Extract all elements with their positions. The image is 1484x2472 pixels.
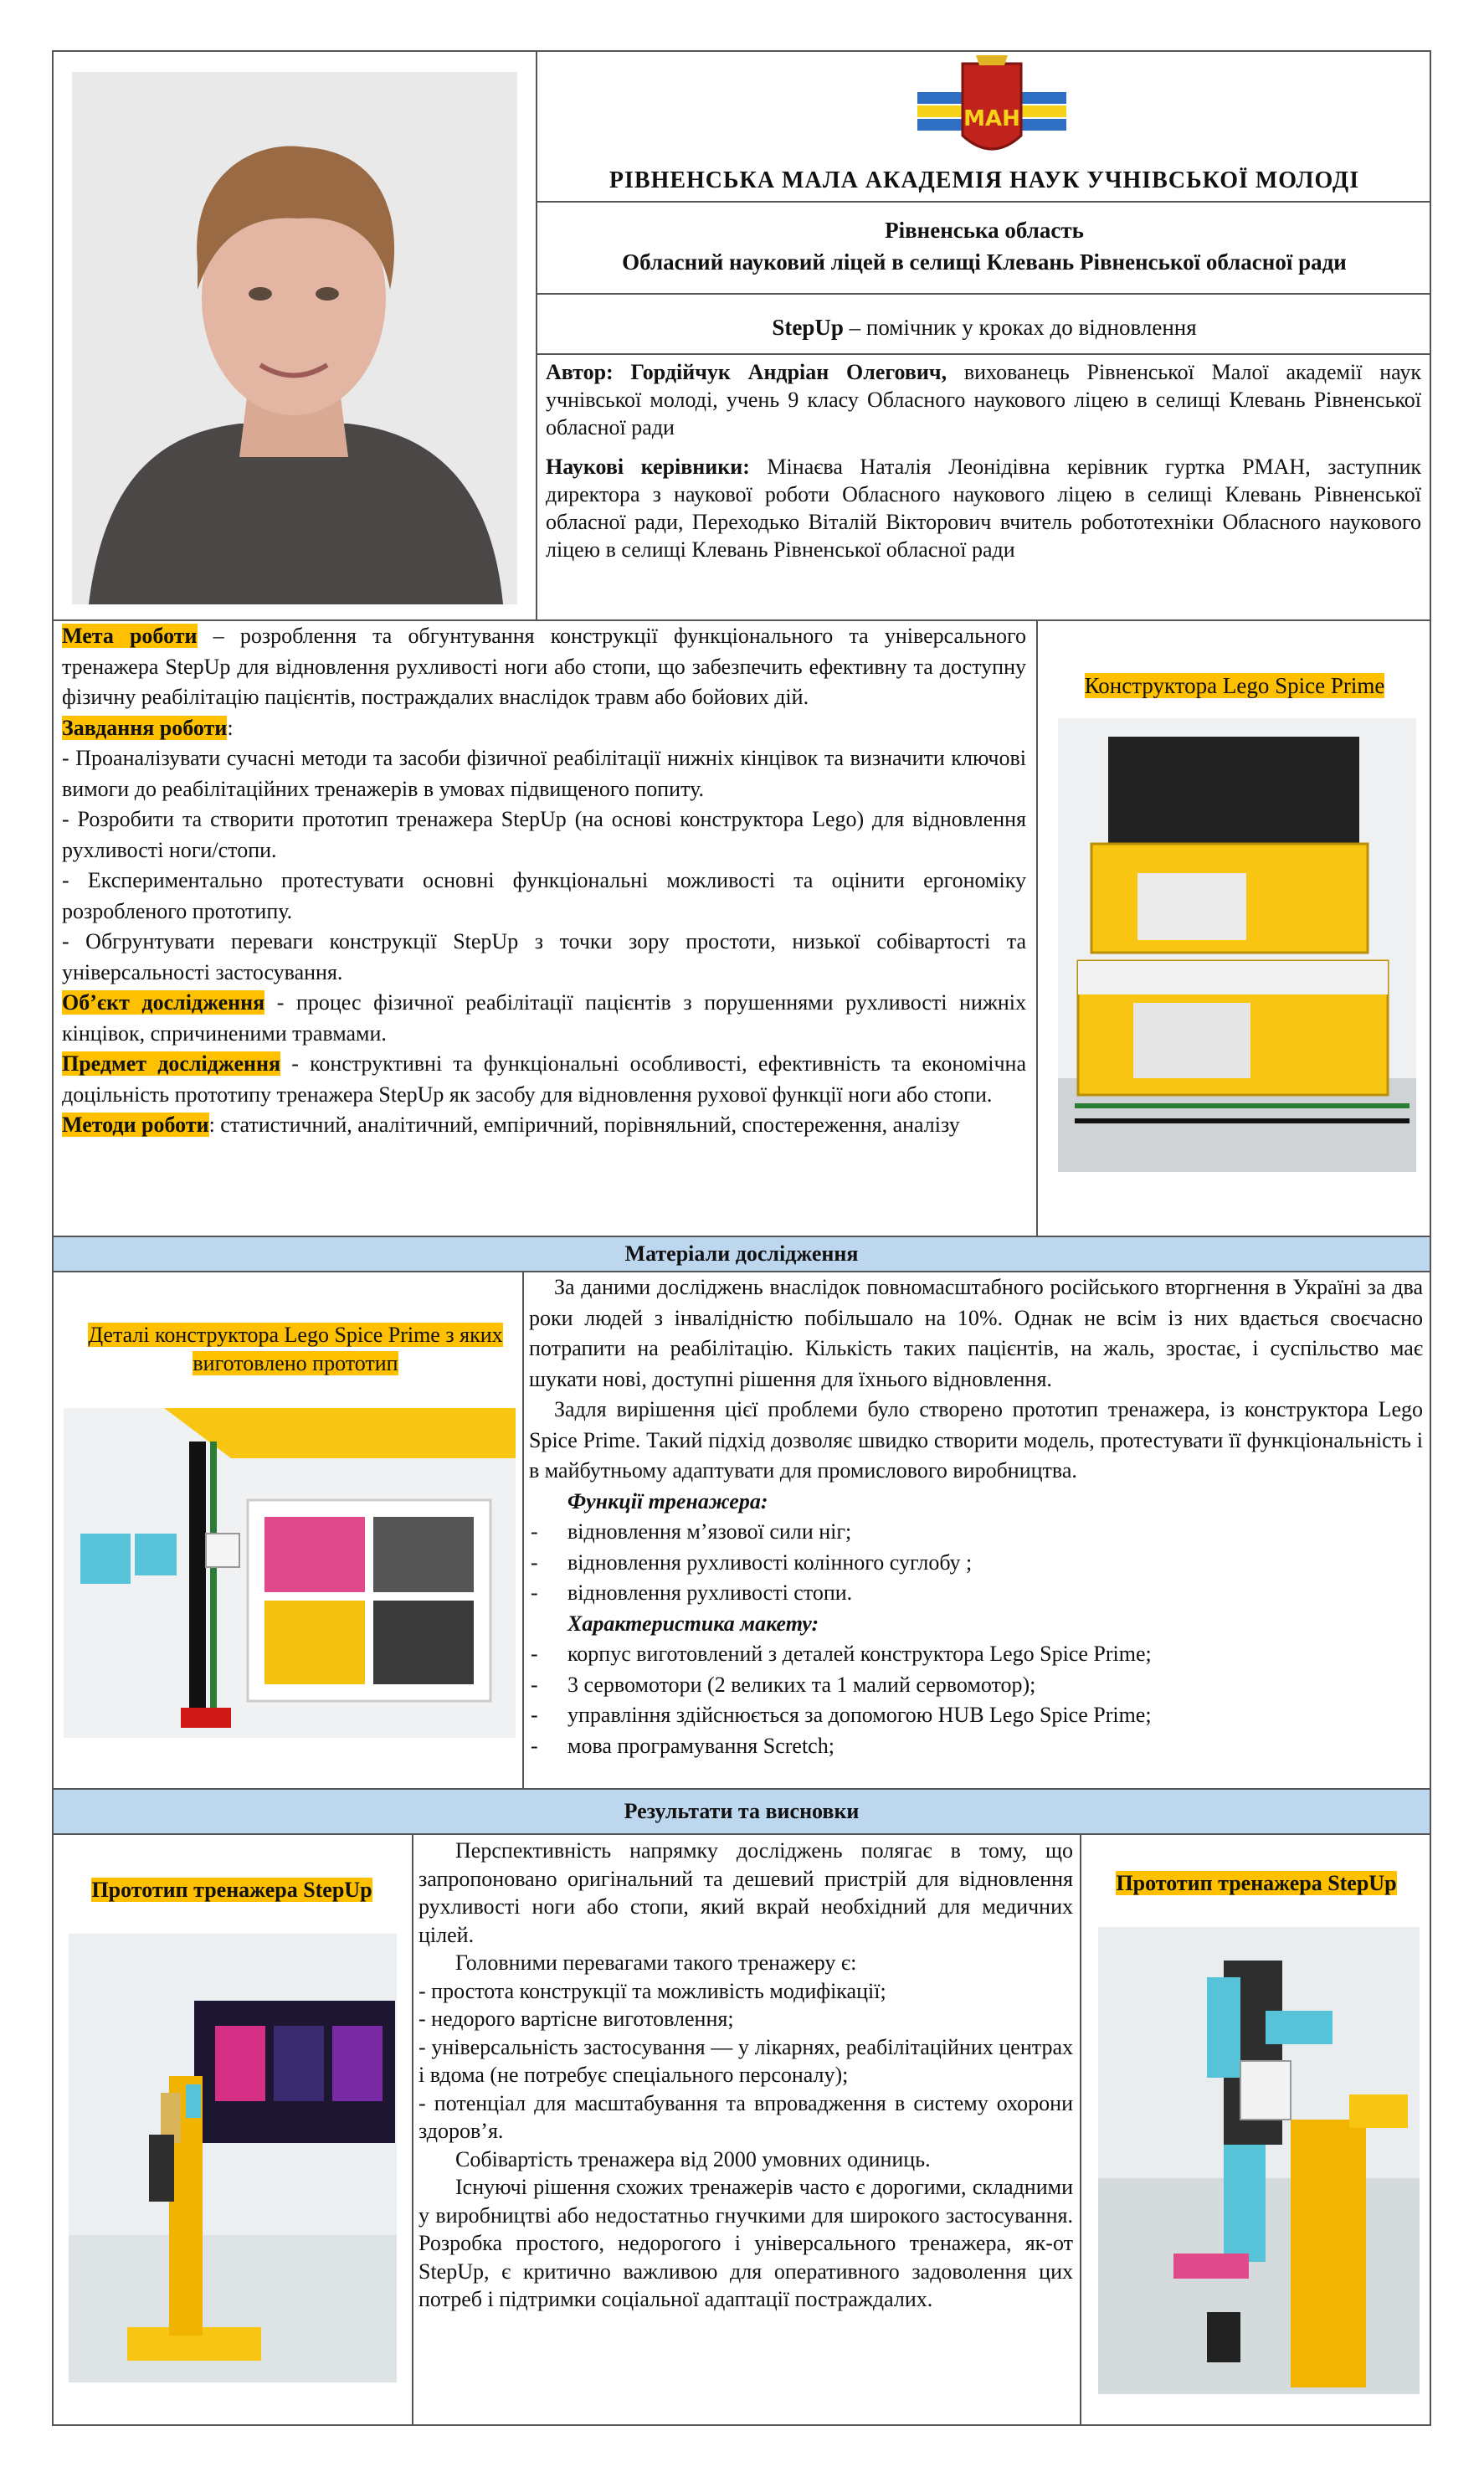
materials-paragraph-2: Задля вирішення цієї проблеми було створено прототип тренажера, із конструктора Lego Spice Prime. Такий підхід дозволяє швидко створити модель, протестувати її функціональність і в майбутньому адаптувати для промислового виробництва. <box>529 1397 1423 1483</box>
lego-boxes-photo <box>1058 718 1416 1172</box>
object-paragraph <box>62 988 1026 1049</box>
tasks-heading <box>62 713 1026 744</box>
lego-caption-wrap <box>1038 673 1431 699</box>
methods-paragraph <box>62 1110 1026 1141</box>
right-caption-wrap <box>1081 1871 1431 1896</box>
functions-list <box>529 1517 1423 1609</box>
results-paragraph-1: Перспективність напрямку досліджень полягає в тому, що запропоновано оригінальний та дешевий пристрій для відновлення рухливості ноги або стопи, який вкрай необхідний для медичних цілей. <box>418 1838 1073 1947</box>
task-item: - Проаналізувати сучасні методи та засоби фізичної реабілітації нижніх кінцівок та визначити ключові вимоги до реабілітаційних тренажерів в умовах підвищеного попиту. <box>62 746 1026 801</box>
results-band: Результати та висновки <box>52 1788 1431 1835</box>
supervisors-text: Мінаєва Наталія Леонідівна керівник гуртка РМАН, заступник директора з наукової роботи Обласного наукового ліцею в селищі Клевань Рівненської обласної ради, Переходько Віталій Вікторович вчитель робототехніки Обласного наукового ліцею в селищі Клевань Рівненської обласної ради <box>546 455 1421 562</box>
methods-label: Методи роботи <box>62 1113 209 1137</box>
features-list <box>529 1639 1423 1761</box>
org-title: РІВНЕНСЬКА МАЛА АКАДЕМІЯ НАУК УЧНІВСЬКОЇ МОЛОДІ <box>608 167 1360 193</box>
author-photo <box>72 72 517 604</box>
list-item: - управління здійснюється за допомогою HUB Lego Spice Prime; <box>529 1700 1423 1731</box>
supervisors-label: Наукові керівники: <box>546 455 750 479</box>
project-title <box>537 315 1431 341</box>
materials-paragraph-1: За даними досліджень внаслідок повномасштабного російського вторгнення в Україні за два роки людей з інвалідністю побільшало на 10%. Однак не всім із них вдається своєчасно потрапити на реабілітацію. Кількість таких пацієнтів, на жаль, зростає, і суспільство має шукати нові, доступні рішення для їхнього відновлення. <box>529 1275 1423 1391</box>
lego-caption: Конструктора Lego Spice Prime <box>1084 673 1385 698</box>
tasks-colon: : <box>227 715 234 740</box>
left-prototype-photo <box>69 1934 397 2382</box>
region-name: Рівненська область <box>885 218 1084 243</box>
project-name: StepUp <box>772 315 844 340</box>
parts-caption-wrap <box>75 1321 516 1378</box>
advantage-item: - універсальність застосування — у лікарнях, реабілітаційних центрах і вдома (не потребує спеціального персоналу); <box>418 2034 1073 2087</box>
author-paragraph <box>546 358 1421 441</box>
materials-text <box>529 1272 1423 1761</box>
lego-parts-photo <box>64 1408 516 1738</box>
header-rule-3 <box>537 353 1431 355</box>
list-item: - 3 сервомотори (2 великих та 1 малий сервомотор); <box>529 1670 1423 1701</box>
left-prototype-caption: Прототип тренажера StepUp <box>91 1878 372 1902</box>
author-block <box>546 358 1421 563</box>
right-prototype-caption: Прототип тренажера StepUp <box>1116 1871 1397 1895</box>
materials-band: Матеріали дослідження <box>52 1236 1431 1272</box>
task-item: - Експериментально протестувати основні функціональні можливості та оцінити ергономіку розробленого прототипу. <box>62 868 1026 923</box>
project-tagline: – помічник у кроках до відновлення <box>843 315 1197 340</box>
parts-caption: Деталі конструктора Lego Spice Prime з яких виготовлено прототип <box>88 1323 503 1375</box>
subject-paragraph <box>62 1049 1026 1110</box>
goal-text: – розроблення та обгунтування конструкції функціонального та універсального тренажера StepUp для відновлення рухливості ноги або стопи, що забезпечить ефективну та доступну фізичну реабілітацію пацієнтів, постраждалих внаслідок травм або бойових дій. <box>62 624 1027 709</box>
advantage-item: - простота конструкції та можливість модифікації; <box>418 1978 886 2003</box>
subject-text: - конструктивні та функціональні особливості, ефективність та економічна доцільність прототипу тренажера StepUp як засобу для відновлення рухової функції ноги або стопи. <box>62 1051 1026 1107</box>
goal-paragraph <box>62 621 1026 713</box>
logo-lettering: МАН <box>963 106 1020 131</box>
list-item: - відновлення рухливості стопи. <box>529 1578 1423 1609</box>
list-item: - корпус виготовлений з деталей конструктора Lego Spice Prime; <box>529 1639 1423 1670</box>
methods-text: : статистичний, аналітичний, емпіричний, порівняльний, спостереження, аналізу <box>208 1113 960 1137</box>
list-item: - відновлення м’язової сили ніг; <box>529 1517 1423 1548</box>
object-label: Об’єкт дослідження <box>62 990 265 1015</box>
goal-label: Мета роботи <box>62 624 198 648</box>
features-title: Характеристика макету: <box>567 1611 819 1636</box>
object-text: - процес фізичної реабілітації пацієнтів з порушеннями рухливості нижніх кінцівок, спричиненими травмами. <box>62 990 1026 1046</box>
left-caption-wrap <box>54 1878 410 1903</box>
advantage-item: - недорого вартісне виготовлення; <box>418 2007 734 2031</box>
task-item: - Обгрунтувати переваги конструкції StepUp з точки зору простоти, низької собівартості та універсальності застосування. <box>62 929 1026 984</box>
results-paragraph-3: Собівартість тренажера від 2000 умовних одиниць. <box>455 2146 931 2171</box>
advantage-item: - потенціал для масштабування та впровадження в систему охорони здоров’я. <box>418 2090 1073 2143</box>
task-item: - Розробити та створити прототип тренажера StepUp (на основі конструктора Lego) для відновлення рухливості ноги/стопи. <box>62 807 1026 862</box>
results-paragraph-4: Існуючі рішення схожих тренажерів часто є дорогими, складними у виробництві або недостатньо гнучкими для широкого застосування. Розробка простого, недорогого і універсального тренажера, як-от StepUp, є критично важливою для оперативного задоволення цих потреб і підтримки соціальної адаптації постраждалих. <box>418 2175 1073 2311</box>
right-prototype-photo <box>1098 1927 1420 2394</box>
goals-text <box>62 621 1026 1141</box>
results-divider-right <box>1080 1833 1081 2426</box>
region-block <box>537 214 1431 278</box>
author-label: Автор: Гордійчук Андріан Олегович, <box>546 360 947 384</box>
results-paragraph-2: Головними перевагами такого тренажеру є: <box>455 1950 857 1975</box>
header-rule-1 <box>537 201 1431 203</box>
results-divider-left <box>412 1833 413 2426</box>
author-text: вихованець Рівненської Малої академії наук учнівської молоді, учень 9 класу Обласного наукового ліцею в селищі Клевань Рівненської обласної ради <box>546 360 1422 439</box>
school-name: Обласний науковий ліцей в селищі Клевань Рівненської обласної ради <box>622 249 1347 275</box>
list-item: - відновлення рухливості колінного суглобу ; <box>529 1548 1423 1579</box>
subject-label: Предмет дослідження <box>62 1051 281 1076</box>
results-text <box>418 1837 1073 2314</box>
materials-divider <box>522 1271 524 1790</box>
goals-divider <box>1036 619 1038 1237</box>
man-logo <box>917 52 1066 167</box>
list-item: - мова програмування Scretch; <box>529 1731 1423 1762</box>
header-rule-2 <box>537 293 1431 295</box>
tasks-label: Завдання роботи <box>62 715 228 740</box>
supervisors-paragraph <box>546 453 1421 563</box>
functions-title: Функції тренажера: <box>567 1488 768 1514</box>
